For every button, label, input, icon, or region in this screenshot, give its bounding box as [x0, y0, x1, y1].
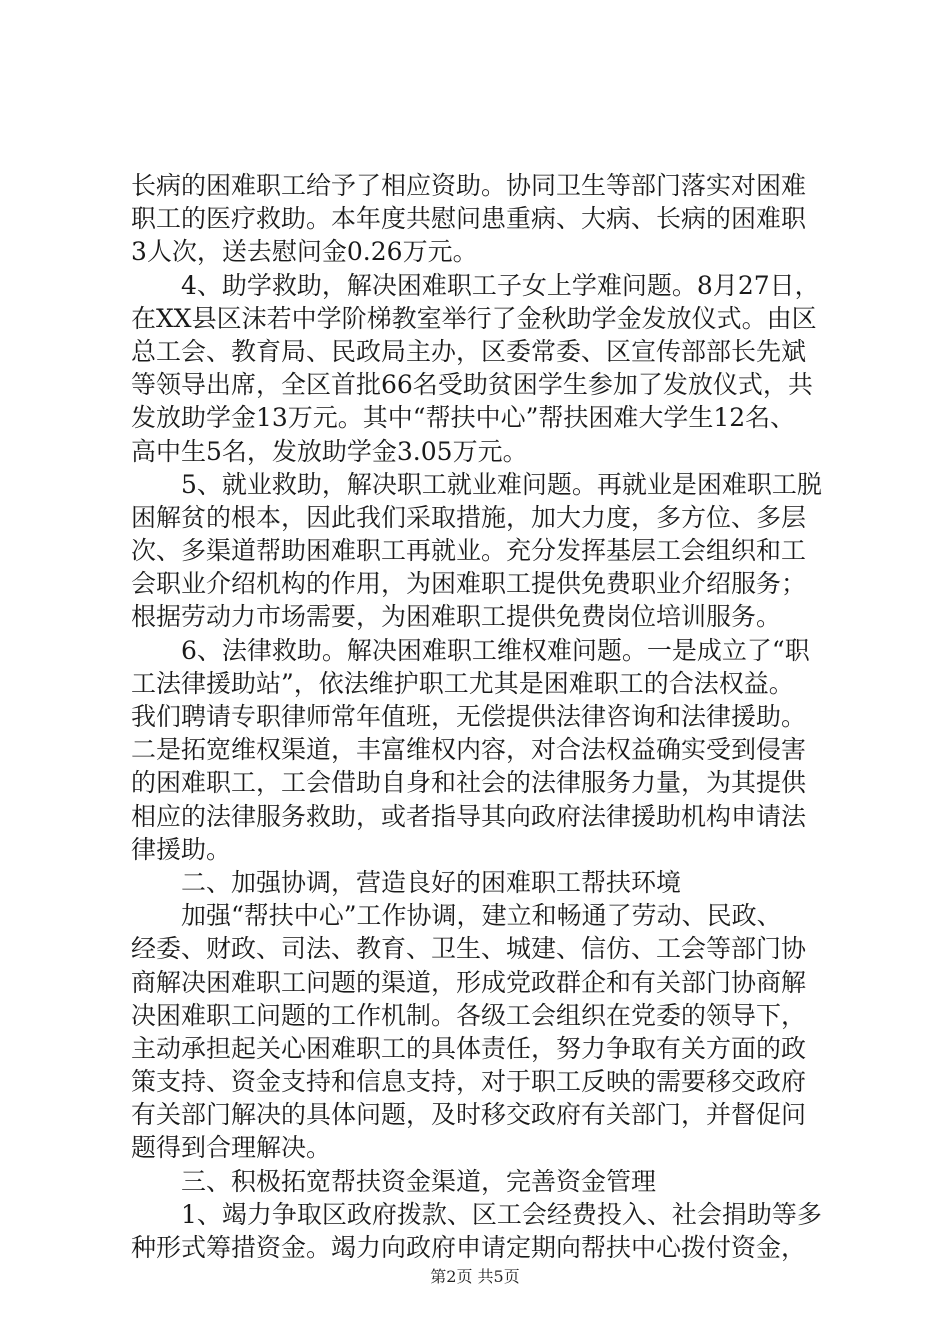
text-line: 职工的医疗救助。本年度共慰问患重病、大病、长病的困难职 — [131, 204, 807, 234]
text-line: 长病的困难职工给予了相应资助。协同卫生等部门落实对困难 — [131, 171, 807, 200]
text-line: 4、助学救助，解决困难职工子女上学难问题。8月27日， — [181, 270, 820, 300]
text-line: 题得到合理解决。 — [131, 1133, 332, 1163]
text-line: 困解贫的根本，因此我们采取措施，加大力度，多方位、多层 — [131, 502, 807, 532]
text-line: 1、竭力争取区政府拨款、区工会经费投入、社会捐助等多 — [181, 1199, 822, 1229]
text-line: 我们聘请专职律师常年值班，无偿提供法律咨询和法律援助。 — [131, 702, 807, 731]
text-line: 二是拓宽维权渠道，丰富维权内容，对合法权益确实受到侵害 — [131, 735, 807, 765]
text-line: 5、就业救助，解决职工就业难问题。再就业是困难职工脱 — [181, 469, 822, 499]
text-line: 决困难职工问题的工作机制。各级工会组织在党委的领导下， — [131, 1000, 807, 1030]
text-line: 种形式筹措资金。竭力向政府申请定期向帮扶中心拨付资金， — [131, 1233, 807, 1262]
text-line: 总工会、教育局、民政局主办，区委常委、区宣传部部长先斌 — [131, 336, 807, 366]
text-line: 律援助。 — [131, 834, 232, 864]
text-line: 二、加强协调，营造良好的困难职工帮扶环境 — [181, 867, 682, 897]
text-line: 等领导出席，全区首批66名受助贫困学生参加了发放仪式，共 — [131, 370, 813, 400]
page-footer: 第2页 共5页 — [430, 1267, 520, 1286]
text-line: 主动承担起关心困难职工的具体责任，努力争取有关方面的政 — [131, 1033, 807, 1063]
text-line: 工法律援助站”，依法维护职工尤其是困难职工的合法权益。 — [131, 668, 794, 698]
text-line: 有关部门解决的具体问题，及时移交政府有关部门，并督促问 — [131, 1100, 807, 1130]
text-line: 次、多渠道帮助困难职工再就业。充分发挥基层工会组织和工 — [131, 536, 807, 566]
text-line: 3人次，送去慰问金0.26万元。 — [131, 237, 478, 267]
document-body — [131, 169, 831, 1264]
text-line: 高中生5名，发放助学金3.05万元。 — [131, 436, 528, 466]
text-line: 经委、财政、司法、教育、卫生、城建、信仿、工会等部门协 — [131, 934, 807, 964]
text-line: 加强“帮扶中心”工作协调，建立和畅通了劳动、民政、 — [181, 901, 782, 931]
text-line: 在XX县区沫若中学阶梯教室举行了金秋助学金发放仪式。由区 — [131, 303, 817, 333]
text-line: 三、积极拓宽帮扶资金渠道，完善资金管理 — [181, 1166, 657, 1196]
text-line: 6、法律救助。解决困难职工维权难问题。一是成立了“职 — [181, 635, 810, 665]
text-line: 相应的法律服务救助，或者指导其向政府法律援助机构申请法 — [131, 801, 807, 831]
text-line: 策支持、资金支持和信息支持，对于职工反映的需要移交政府 — [131, 1067, 807, 1097]
text-line: 的困难职工，工会借助自身和社会的法律服务力量，为其提供 — [131, 768, 807, 798]
text-line: 商解决困难职工问题的渠道，形成党政群企和有关部门协商解 — [131, 967, 807, 997]
text-line: 根据劳动力市场需要，为困难职工提供免费岗位培训服务。 — [131, 602, 782, 632]
text-line: 发放助学金13万元。其中“帮扶中心”帮扶困难大学生12名、 — [131, 403, 796, 433]
text-line: 会职业介绍机构的作用，为困难职工提供免费职业介绍服务； — [131, 569, 807, 599]
